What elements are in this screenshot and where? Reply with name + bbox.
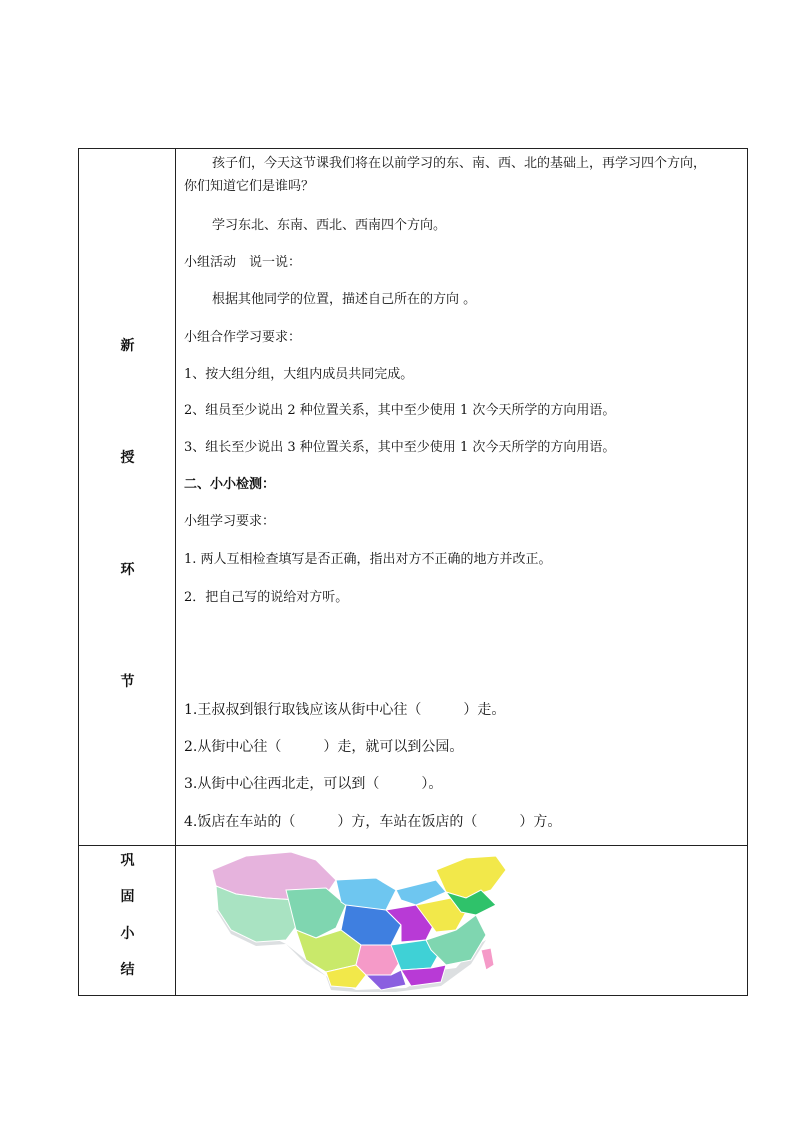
- review-row: [79, 846, 747, 995]
- study-requirement-1: 1. 两人互相检查填写是否正确，指出对方不正确的地方并改正。: [184, 552, 552, 567]
- requirement-3: 3、组长至少说出 3 种位置关系，其中至少使用 1 次今天所学的方向用语。: [184, 440, 616, 455]
- intro-line-2: 你们知道它们是谁吗？: [184, 179, 315, 194]
- review-char-1: 巩: [120, 853, 135, 869]
- label-char-3: 环: [120, 562, 135, 578]
- review-content: [176, 846, 747, 995]
- label-char-2: 授: [120, 450, 135, 466]
- new-lesson-row: [79, 149, 747, 846]
- review-char-2: 固: [120, 889, 135, 905]
- requirement-2: 2、组员至少说出 2 种位置关系，其中至少使用 1 次今天所学的方向用语。: [184, 403, 616, 418]
- review-label: [79, 846, 176, 995]
- requirement-1: 1、按大组分组，大组内成员共同完成。: [184, 367, 414, 382]
- label-char-4: 节: [120, 674, 135, 690]
- map-region: [481, 948, 494, 970]
- review-char-4: 结: [120, 962, 135, 978]
- coop-requirements-title: 小组合作学习要求：: [184, 330, 302, 345]
- map-region: [286, 888, 346, 938]
- review-char-3: 小: [120, 926, 135, 942]
- label-char-1: 新: [120, 338, 135, 354]
- describe-text: 根据其他同学的位置，描述自己所在的方向 。: [212, 292, 477, 307]
- lesson-table: [78, 148, 748, 996]
- group-activity-text: 小组活动 说一说：: [184, 255, 302, 270]
- test-title: 二、小小检测：: [184, 477, 276, 492]
- china-map-image: [206, 850, 526, 992]
- question-1: 1.王叔叔到银行取钱应该从街中心往（ ）走。: [184, 702, 506, 718]
- learn-text: 学习东北、东南、西北、西南四个方向。: [212, 218, 447, 233]
- question-3: 3.从街中心往西北走，可以到（ ）。: [184, 776, 443, 792]
- intro-line-1: 孩子们，今天这节课我们将在以前学习的东、南、西、北的基础上，再学习四个方向，: [212, 156, 707, 171]
- new-lesson-label: [79, 149, 176, 845]
- question-4: 4.饭店在车站的（ ）方，车站在饭店的（ ）方。: [184, 814, 562, 830]
- study-requirement-2: 2．把自己写的说给对方听。: [184, 590, 349, 605]
- study-requirements-title: 小组学习要求：: [184, 514, 276, 529]
- new-lesson-content: [176, 149, 747, 845]
- question-2: 2.从街中心往（ ）走，就可以到公园。: [184, 739, 464, 755]
